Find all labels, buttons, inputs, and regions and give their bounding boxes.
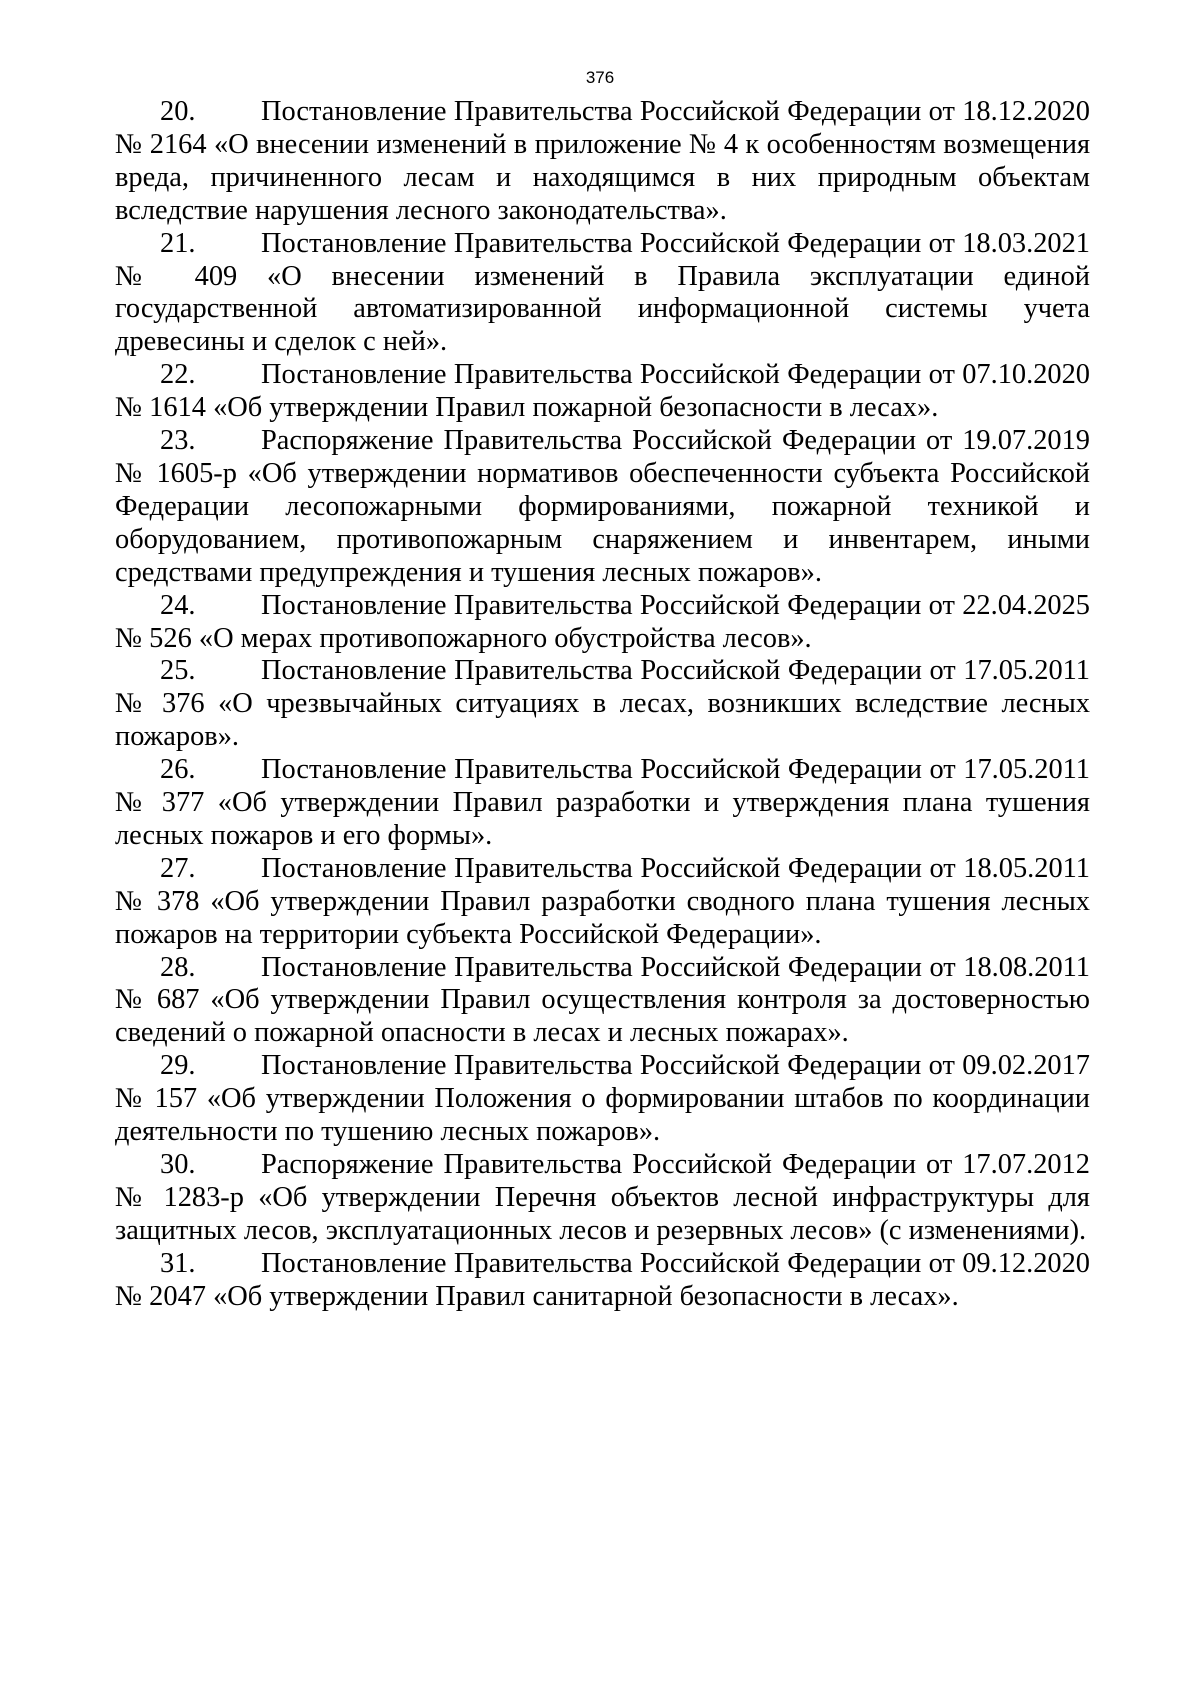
item-text: Постановление Правительства Российской Федерации от 09.12.2020 № 2047 «Об утверждении Правил санитарной безопасности в лесах». [115, 1247, 1090, 1312]
item-text: Постановление Правительства Российской Федерации от 18.05.2011 № 378 «Об утверждении Правил разработки сводного плана тушения лесных пожаров на территории субъекта Российской Федерации». [115, 852, 1090, 950]
item-number: 31. [160, 1247, 196, 1279]
list-item [115, 425, 1090, 590]
item-text: Постановление Правительства Российской Федерации от 18.03.2021 № 409 «О внесении изменений в Правила эксплуатации единой государственной автоматизированной информационной системы учета древесины и сделок с ней». [115, 227, 1090, 358]
list-item [115, 359, 1090, 425]
list-item [115, 1050, 1090, 1149]
item-number: 24. [160, 589, 196, 621]
list-item [115, 853, 1090, 952]
item-number: 26. [160, 754, 196, 786]
document-body [115, 96, 1090, 1314]
list-item [115, 590, 1090, 656]
list-item [115, 96, 1090, 228]
item-number: 25. [160, 655, 196, 687]
list-item [115, 1248, 1090, 1314]
page-number: 376 [585, 68, 615, 87]
item-number: 23. [160, 425, 196, 457]
item-number: 22. [160, 359, 196, 391]
list-item [115, 228, 1090, 360]
list-item [115, 655, 1090, 754]
item-text: Постановление Правительства Российской Федерации от 22.04.2025 № 526 «О мерах противопожарного обустройства лесов». [115, 589, 1090, 654]
item-text: Постановление Правительства Российской Федерации от 09.02.2017 № 157 «Об утверждении Положения о формировании штабов по координации деятельности по тушению лесных пожаров». [115, 1050, 1090, 1148]
item-text: Постановление Правительства Российской Федерации от 17.05.2011 № 376 «О чрезвычайных ситуациях в лесах, возникших вследствие лесных пожаров». [115, 655, 1090, 753]
item-number: 21. [160, 227, 196, 259]
item-number: 20. [160, 96, 196, 127]
item-text: Распоряжение Правительства Российской Федерации от 17.07.2012 № 1283-р «Об утверждении Перечня объектов лесной инфраструктуры для защитных лесов, эксплуатационных лесов и резервных лесов» (с изменениями). [115, 1149, 1090, 1246]
item-text: Постановление Правительства Российской Федерации от 18.08.2011 № 687 «Об утверждении Правил осуществления контроля за достоверностью сведений о пожарной опасности в лесах и лесных пожарах». [115, 951, 1090, 1049]
item-number: 28. [160, 951, 196, 983]
list-item [115, 1149, 1090, 1248]
item-text: Распоряжение Правительства Российской Федерации от 19.07.2019 № 1605-р «Об утверждении нормативов обеспеченности субъекта Российской Федерации лесопожарными формированиями, пожарной техникой и оборудованием, противопожарным снаряжением и инвентарем, иными средствами предупреждения и тушения лесных пожаров». [115, 425, 1090, 588]
item-text: Постановление Правительства Российской Федерации от 18.12.2020 № 2164 «О внесении изменений в приложение № 4 к особенностям возмещения вреда, причиненного лесам и находящимся в них природным объектам вследствие нарушения лесного законодательства». [115, 96, 1090, 226]
item-number: 30. [160, 1149, 196, 1180]
list-item [115, 754, 1090, 853]
item-text: Постановление Правительства Российской Федерации от 17.05.2011 № 377 «Об утверждении Правил разработки и утверждения плана тушения лесных пожаров и его формы». [115, 754, 1090, 851]
item-number: 27. [160, 852, 196, 884]
list-item [115, 952, 1090, 1051]
item-text: Постановление Правительства Российской Федерации от 07.10.2020 № 1614 «Об утверждении Правил пожарной безопасности в лесах». [115, 359, 1090, 424]
item-number: 29. [160, 1050, 196, 1082]
